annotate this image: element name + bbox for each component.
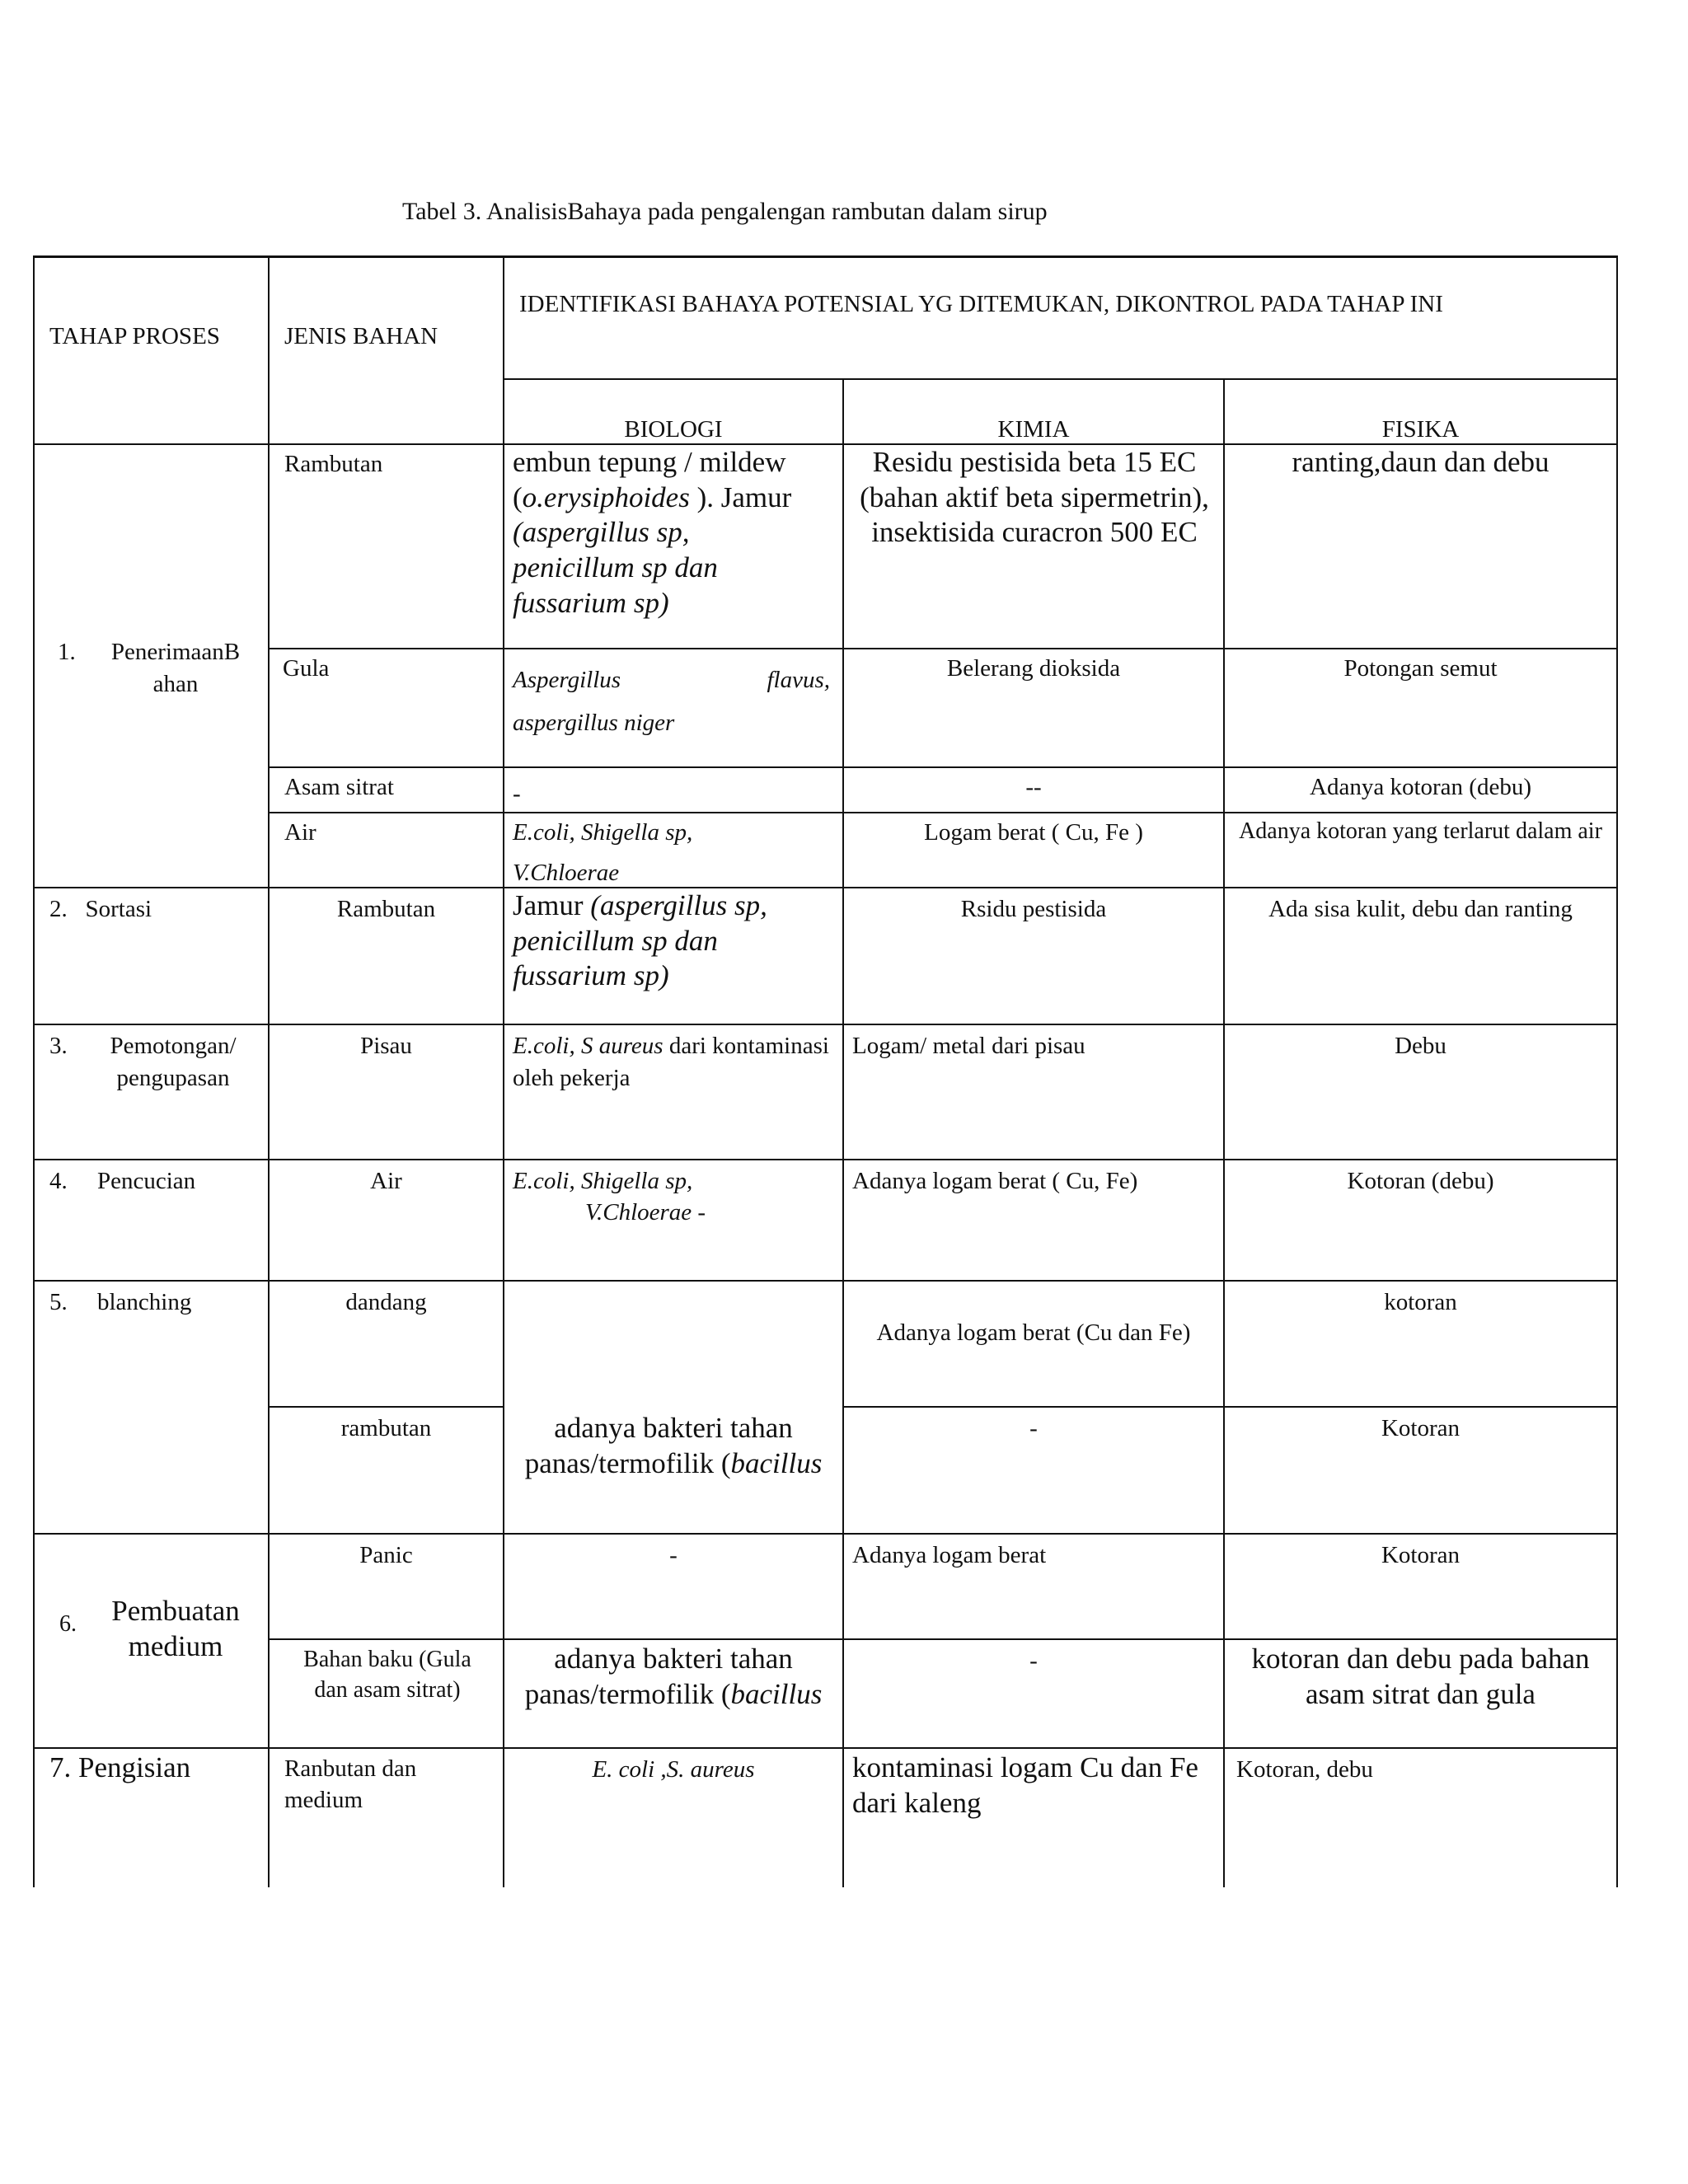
grid-line [33,1747,1618,1749]
biologi-text: Jamur [513,889,584,921]
biologi-text: dari kontaminasi oleh pekerja [513,1033,829,1092]
grid-line [503,378,1618,380]
biologi-cell [504,885,842,997]
stage-name: Pembuatan medium [111,1595,240,1662]
kimia-cell: Logam/ metal dari pisau [852,1033,1085,1059]
biologi-cell: aspergillus niger [513,710,675,736]
fisika-cell: Kotoran (debu) [1347,1168,1494,1194]
grid-line [33,255,35,1887]
biologi-text: ( [513,480,523,513]
stage-name: Pencucian [97,1168,196,1194]
kimia-cell: Rsidu pestisida [960,896,1107,922]
fisika-cell: Adanya kotoran (debu) [1310,774,1531,800]
biologi-cell [504,1027,842,1098]
stage-number: 6. [59,1611,77,1637]
fisika-cell: ranting,daun dan debu [1292,446,1550,478]
stage-2: 2. Sortasi [49,896,152,922]
biologi-text: adanya bakteri tahan panas/termofilik ( [524,1643,793,1710]
bahan-cell: Gula [283,655,330,682]
species-name: (aspergillus sp, penicillum sp dan fussarium sp) [513,516,718,619]
bahan-cell: Rambutan [284,451,383,477]
stage-number: 3. [49,1033,68,1059]
species-name: (aspergillus sp, penicillum sp dan fussarium sp) [513,889,767,992]
grid-line [1616,255,1618,1887]
kimia-cell: Residu pestisida beta 15 EC (bahan aktif beta sipermetrin), insektisida curacron 500 EC [860,446,1209,549]
fisika-cell: Adanya kotoran yang terlarut dalam air [1239,818,1602,844]
stage-7: 7. Pengisian [49,1751,191,1783]
kimia-cell: kontaminasi logam Cu dan Fe dari kaleng [852,1751,1198,1819]
header-fisika: FISIKA [1381,416,1460,443]
stage-name: blanching [97,1289,192,1315]
bahan-cell: dandang [345,1289,427,1315]
grid-line [268,1406,503,1408]
species-name: bacillus [730,1446,823,1479]
fisika-cell: Debu [1395,1033,1447,1059]
kimia-cell: Adanya logam berat ( Cu, Fe) [852,1168,1138,1194]
fisika-cell: Ada sisa kulit, debu dan ranting [1268,896,1573,922]
bahan-cell: Air [284,819,316,846]
bahan-cell: Air [370,1168,402,1194]
biologi-cell: V.Chloerae - [585,1199,706,1226]
header-tahap-proses: TAHAP PROSES [49,323,220,349]
bahan-cell: Rambutan [336,896,436,922]
stage-number: 4. [49,1168,68,1194]
biologi-text: ). Jamur [689,480,792,513]
biologi-cell: Aspergillus flavus, [513,667,830,693]
bahan-cell: Panic [359,1542,413,1568]
grid-line [33,1024,1618,1025]
kimia-cell: -- [1025,774,1042,800]
kimia-cell: Logam berat ( Cu, Fe ) [924,819,1143,846]
biologi-text: adanya bakteri tahan panas/termofilik ( [524,1412,793,1479]
grid-line [33,1280,1618,1282]
biologi-cell: V.Chloerae [513,860,620,886]
biologi-cell: - [513,780,521,807]
fisika-cell: Kotoran [1381,1542,1461,1568]
biologi-cell: - [669,1542,678,1568]
bahan-cell: Ranbutan dan medium [284,1755,417,1813]
stage-number: 1. [58,639,76,665]
fisika-cell: Potongan semut [1343,655,1498,682]
fisika-cell: kotoran dan debu pada bahan asam sitrat dan gula [1251,1643,1590,1710]
biologi-text: embun tepung / mildew [513,446,786,478]
biologi-cell: E.coli, Shigella sp, [513,819,693,846]
stage-name: PenerimaanB ahan [110,639,241,698]
bahan-cell: Pisau [360,1033,412,1059]
grid-line [268,255,270,1887]
header-jenis-bahan: JENIS BAHAN [284,323,438,349]
header-identifikasi: IDENTIFIKASI BAHAYA POTENSIAL YG DITEMUKAN, DIKONTROL PADA TAHAP INI [519,291,1443,317]
fisika-cell: kotoran [1384,1289,1457,1315]
biologi-text [513,480,834,516]
fisika-cell: Kotoran, debu [1236,1756,1373,1783]
biologi-cell: E.coli, Shigella sp, [513,1168,693,1194]
stage-name: Pemotongan/ pengupasan [110,1033,237,1092]
biologi-cell: E. coli ,S. aureus [592,1756,755,1783]
species-name: o.erysiphoides [522,480,690,513]
biologi-cell [504,1408,842,1484]
header-kimia: KIMIA [997,416,1070,443]
stage-number: 5. [49,1289,68,1315]
table-title: Tabel 3. AnalisisBahaya pada pengalengan rambutan dalam sirup [402,198,1048,225]
header-biologi: BIOLOGI [624,416,723,443]
kimia-cell: - [1029,1415,1038,1441]
species-name: bacillus [730,1677,823,1710]
kimia-cell: - [1029,1647,1038,1674]
fisika-cell: Kotoran [1381,1415,1461,1441]
kimia-cell: Adanya logam berat (Cu dan Fe) [876,1319,1191,1346]
kimia-cell: Adanya logam berat [852,1542,1047,1568]
grid-line [33,1159,1618,1160]
kimia-cell: Belerang dioksida [946,655,1121,682]
biologi-cell [504,1638,842,1715]
bahan-cell: rambutan [340,1415,432,1441]
bahan-cell: Bahan baku (Gula dan asam sitrat) [303,1647,471,1703]
biologi-cell [504,442,842,624]
species-name: E.coli, S aureus [513,1033,663,1059]
grid-line [842,1406,1618,1408]
grid-line [33,255,1618,258]
grid-line [33,1533,1618,1535]
bahan-cell: Asam sitrat [284,774,394,800]
